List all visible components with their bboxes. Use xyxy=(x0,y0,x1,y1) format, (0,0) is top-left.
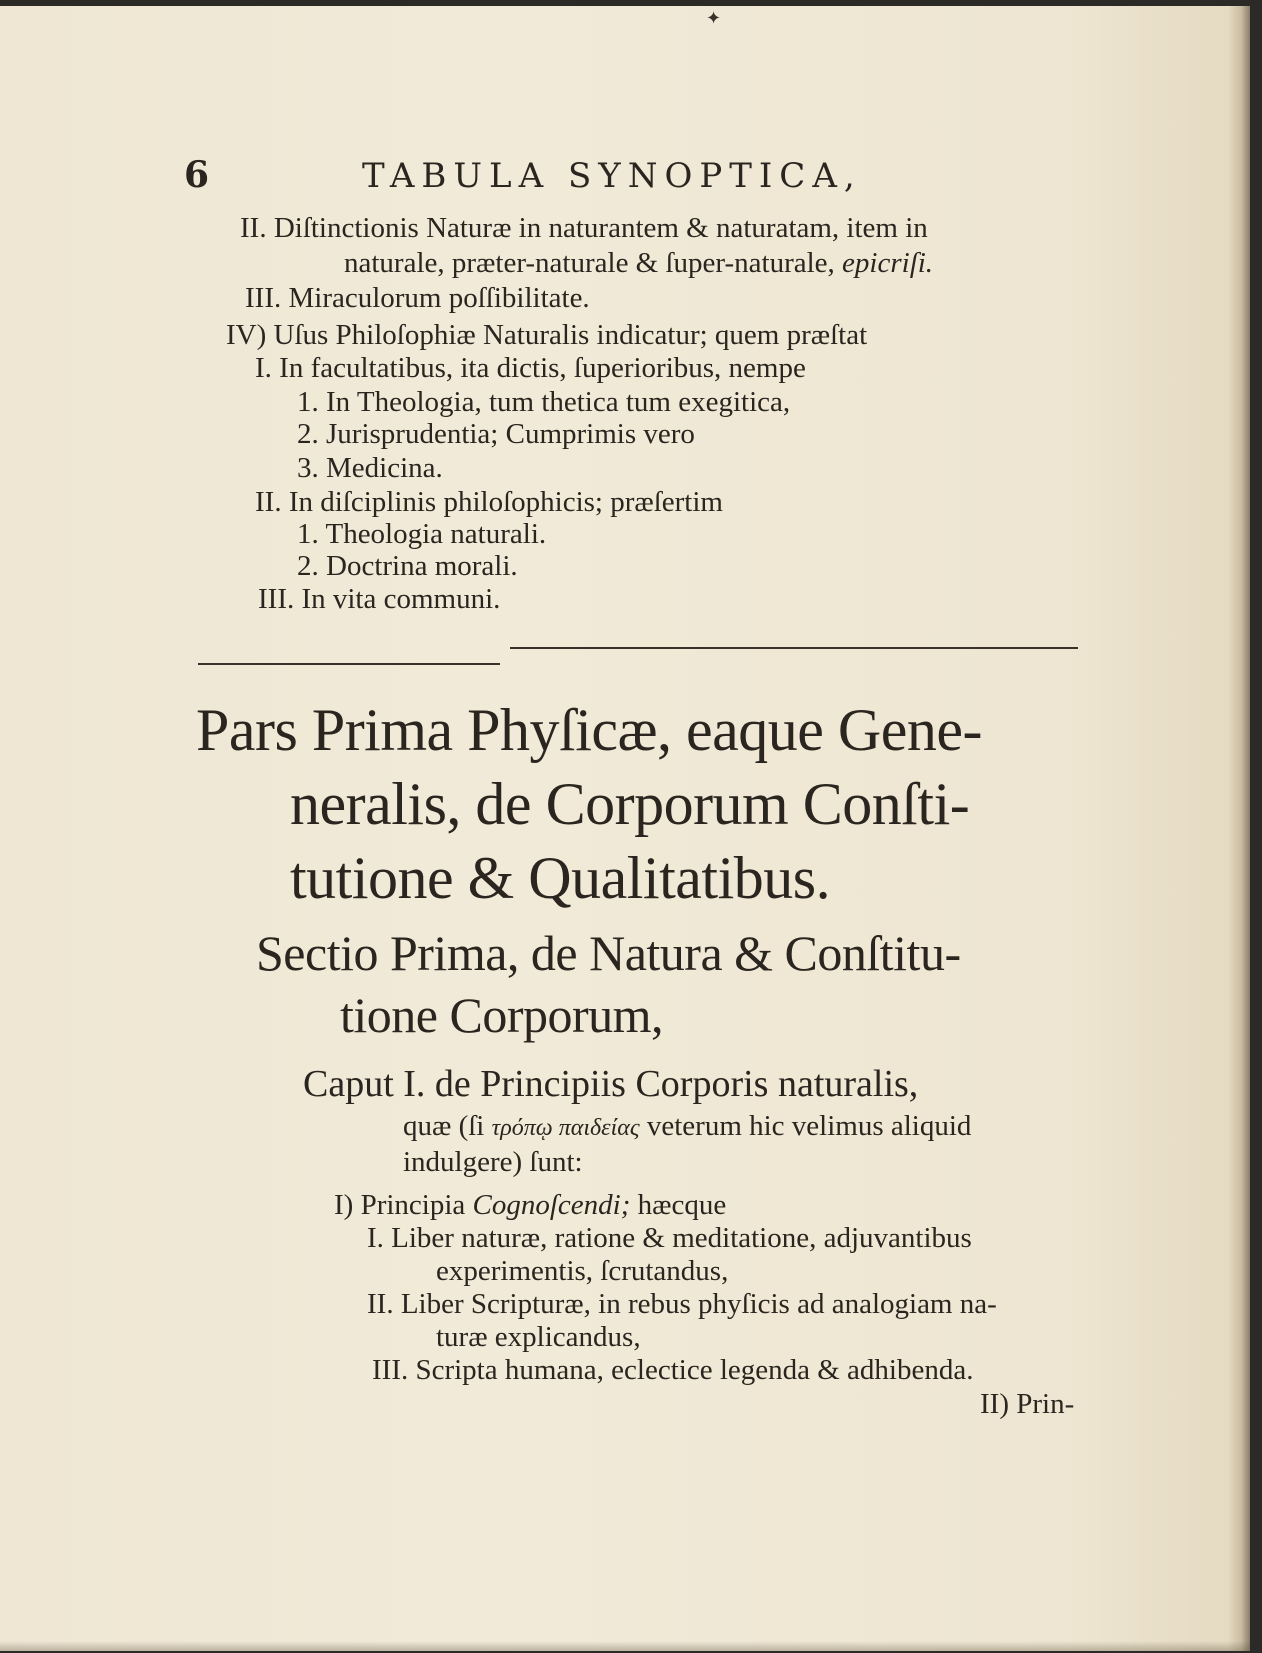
part-heading-line: tutione & Qualitatibus. xyxy=(290,845,831,911)
book-page xyxy=(0,6,1250,1651)
synopsis-line: 2. Doctrina morali. xyxy=(297,550,518,582)
chapter-italic: Cognoſcendi; xyxy=(472,1189,631,1221)
chapter-text: quæ (ſi xyxy=(403,1110,492,1142)
synopsis-line: 2. Jurisprudentia; Cumprimis vero xyxy=(297,418,695,450)
synopsis-line xyxy=(344,247,933,280)
section-rule-right xyxy=(510,647,1078,649)
chapter-text-line xyxy=(334,1189,726,1222)
section-rule-left xyxy=(198,663,500,665)
chapter-text-line: indulgere) ſunt: xyxy=(403,1146,583,1178)
synopsis-line: IV) Uſus Philoſophiæ Naturalis indicatur; quem præſtat xyxy=(226,319,868,351)
synopsis-line: I. In facultatibus, ita dictis, ſuperioribus, nempe xyxy=(255,352,806,384)
section-heading-line: Sectio Prima, de Natura & Conſtitu- xyxy=(256,925,961,981)
page-bottom-shadow xyxy=(0,1641,1250,1651)
synopsis-text: naturale, præter-naturale & ſuper-naturale, xyxy=(344,247,843,279)
greek-phrase: τρόπῳ παιδείας xyxy=(491,1115,640,1141)
synopsis-line: 3. Medicina. xyxy=(297,452,443,484)
chapter-text-line: experimentis, ſcrutandus, xyxy=(436,1255,729,1287)
synopsis-line: 1. Theologia naturali. xyxy=(297,518,547,550)
page-number: 6 xyxy=(184,154,210,196)
ornament-mark: ✦ xyxy=(706,8,722,29)
part-heading-line: neralis, de Corporum Conſti- xyxy=(290,771,970,837)
synopsis-line: 1. In Theologia, tum thetica tum exegitica, xyxy=(297,386,791,418)
part-heading-line: Pars Prima Phyſicæ, eaque Gene- xyxy=(196,697,982,763)
page-edge-shadow xyxy=(1228,6,1250,1651)
synopsis-line: II. In diſciplinis philoſophicis; præſertim xyxy=(255,486,723,518)
synopsis-line: III. In vita communi. xyxy=(258,583,501,615)
chapter-text-line xyxy=(403,1110,971,1143)
page-header xyxy=(180,154,940,202)
chapter-heading: Caput I. de Principiis Corporis naturalis, xyxy=(303,1063,919,1105)
synopsis-line: III. Miraculorum poſſibilitate. xyxy=(245,282,590,314)
chapter-text-line: II. Liber Scripturæ, in rebus phyſicis ad analogiam na- xyxy=(367,1288,997,1320)
catchword: II) Prin- xyxy=(980,1388,1075,1420)
chapter-text-line: III. Scripta humana, eclectice legenda & adhibenda. xyxy=(372,1354,974,1386)
chapter-text: veterum hic velimus aliquid xyxy=(639,1110,972,1142)
chapter-text-line: turæ explicandus, xyxy=(436,1321,641,1353)
chapter-text-line: I. Liber naturæ, ratione & meditatione, adjuvantibus xyxy=(367,1222,972,1254)
chapter-text: I) Principia xyxy=(334,1189,473,1221)
synopsis-italic: epicriſi. xyxy=(842,247,934,279)
chapter-text: hæcque xyxy=(630,1189,727,1221)
synopsis-line: II. Diſtinctionis Naturæ in naturantem & naturatam, item in xyxy=(240,212,928,244)
running-title: TABULA SYNOPTICA, xyxy=(362,156,862,196)
section-heading-line: tione Corporum, xyxy=(340,987,664,1043)
